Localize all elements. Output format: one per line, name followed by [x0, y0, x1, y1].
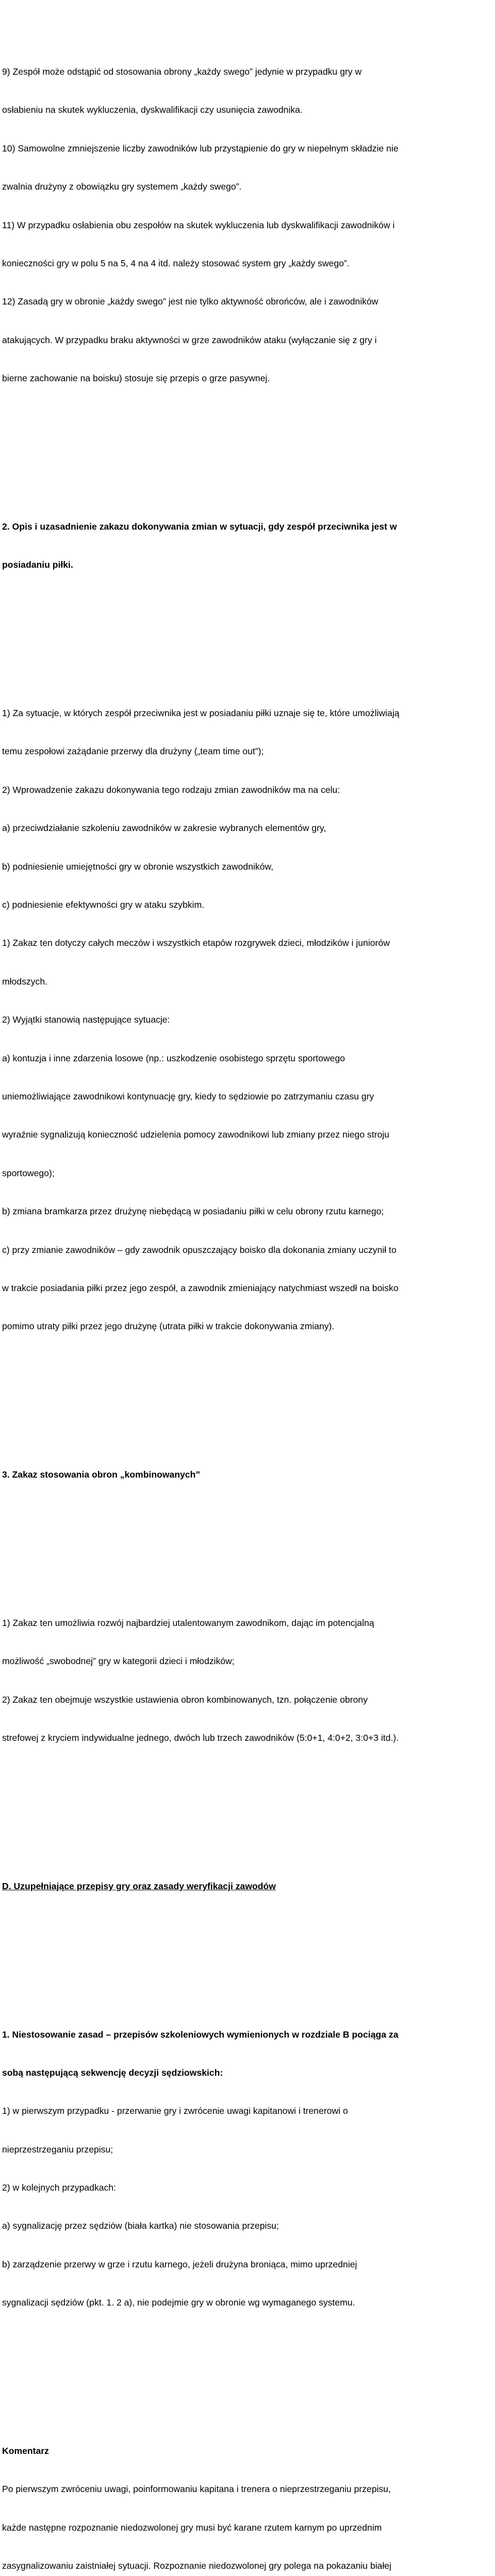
text-line: a) sygnalizację przez sędziów (biała kartka) nie stosowania przepisu;: [2, 2221, 279, 2231]
text-line: 10) Samowolne zmniejszenie liczby zawodników lub przystąpienie do gry w niepełnym składzie nie: [2, 143, 399, 154]
text-line: c) przy zmianie zawodników – gdy zawodnik opuszczający boisko dla dokonania zmiany uczynił to: [2, 1244, 397, 1255]
commentary-title: Komentarz: [2, 2446, 49, 2456]
text-line: temu zespołowi zażądanie przerwy dla drużyny („team time out”);: [2, 746, 264, 757]
text-line: Po pierwszym zwróceniu uwagi, poinformowaniu kapitana i trenera o nieprzestrzeganiu przepisu,: [2, 2484, 391, 2495]
section-heading-3: [2, 1443, 493, 1506]
text-line: w trakcie posiadania piłki przez jego zespół, a zawodnik zmieniający natychmiast wszedł na boisko: [2, 1282, 399, 1293]
text-line: każde następne rozpoznanie niedozwolonej gry musi być karane rzutem karnym po uprzednim: [2, 2522, 382, 2533]
section-3-body: [2, 1591, 493, 1770]
text-line: a) przeciwdziałanie szkoleniu zawodników w zakresie wybranych elementów gry,: [2, 823, 326, 834]
text-line: zasygnalizowaniu zaistniałej sytuacji. Rozpoznanie niedozwolonej gry polega na pokazaniu białej: [2, 2561, 392, 2571]
text-line: sportowego);: [2, 1167, 55, 1178]
text-line: konieczności gry w polu 5 na 5, 4 na 4 itd. należy stosować system gry „każdy swego”.: [2, 258, 350, 268]
text-line: 2) Wyjątki stanowią następujące sytuacje:: [2, 1014, 170, 1025]
text-line: pomimo utraty piłki przez jego drużynę (utrata piłki w trakcie dokonywania zmiany).: [2, 1321, 335, 1332]
text-line: młodszych.: [2, 976, 47, 987]
text-line: 1) Zakaz ten umożliwia rozwój najbardziej utalentowanym zawodnikom, dając im potencjalną: [2, 1617, 374, 1628]
text-line: możliwość „swobodnej” gry w kategorii dzieci i młodzików;: [2, 1656, 235, 1667]
text-line: atakujących. W przypadku braku aktywności w grze zawodników ataku (wyłączanie się z gry i: [2, 334, 377, 345]
heading-line: posiadaniu piłki.: [2, 560, 73, 570]
text-line: uniemożliwiające zawodnikowi kontynuację gry, kiedy to sędziowie po zatrzymaniu czasu gry: [2, 1091, 374, 1101]
text-line: 12) Zasadą gry w obronie „każdy swego” jest nie tylko aktywność obrońców, ale i zawodników: [2, 296, 378, 307]
text-line: c) podniesienie efektywności gry w ataku szybkim.: [2, 899, 205, 910]
text-line: strefowej z kryciem indywidualne jednego, dwóch lub trzech zawodników (5:0+1, 4:0+2, 3:0+3 itd.).: [2, 1732, 399, 1743]
text-line: b) podniesienie umiejętności gry w obronie wszystkich zawodników,: [2, 861, 274, 872]
rule-1-sequence: [2, 2003, 493, 2335]
text-line: a) kontuzja i inne zdarzenia losowe (np.: uszkodzenie osobistego sprzętu sportowego: [2, 1053, 345, 1063]
text-line: 1) w pierwszym przypadku - przerwanie gry i zwrócenie uwagi kapitanowi i trenerowi o: [2, 2106, 348, 2116]
text-line: b) zarządzenie przerwy w grze i rzutu karnego, jeżeli drużyna broniąca, mimo uprzedniej: [2, 2259, 357, 2269]
text-line: zwalnia drużyny z obowiązku gry systemem „każdy swego”.: [2, 181, 242, 192]
section-2-body: [2, 681, 493, 1358]
text-line: sygnalizacji sędziów (pkt. 1. 2 a), nie podejmie gry w obronie wg wymaganego systemu.: [2, 2297, 355, 2308]
rules-list-9-12: [2, 40, 493, 410]
heading-line: 3. Zakaz stosowania obron „kombinowanych”: [2, 1469, 201, 1480]
text-line: nieprzestrzeganiu przepisu;: [2, 2144, 113, 2155]
heading-line: 2. Opis i uzasadnienie zakazu dokonywania zmian w sytuacji, gdy zespół przeciwnika jest w: [2, 521, 397, 532]
text-line: 2) w kolejnych przypadkach:: [2, 2182, 117, 2193]
text-line: 11) W przypadku osłabienia obu zespołów na skutek wykluczenia lub dyskwalifikacji zawodników i: [2, 219, 395, 230]
text-line: 1) Za sytuacje, w których zespół przeciwnika jest w posiadaniu piłki uznaje się te, które umożliwiają: [2, 708, 400, 719]
text-line: 2) Zakaz ten obejmuje wszystkie ustawienia obron kombinowanych, tzn. połączenie obrony: [2, 1694, 368, 1705]
text-line: 9) Zespół może odstąpić od stosowania obrony „każdy swego” jedynie w przypadku gry w: [2, 66, 362, 77]
commentary: [2, 2419, 493, 2576]
chapter-heading-d: [2, 1854, 493, 1918]
section-heading-2: [2, 495, 493, 597]
heading-line: 1. Niestosowanie zasad – przepisów szkoleniowych wymienionych w rozdziale B pociąga za: [2, 2029, 399, 2040]
text-line: bierne zachowanie na boisku) stosuje się przepis o grze pasywnej.: [2, 373, 270, 384]
chapter-title: D. Uzupełniające przepisy gry oraz zasady weryfikacji zawodów: [2, 1880, 276, 1891]
heading-line: sobą następującą sekwencję decyzji sędziowskich:: [2, 2067, 223, 2078]
text-line: 2) Wprowadzenie zakazu dokonywania tego rodzaju zmian zawodników ma na celu:: [2, 784, 340, 795]
text-line: osłabieniu na skutek wykluczenia, dyskwalifikacji czy usunięcia zawodnika.: [2, 105, 303, 115]
text-line: b) zmiana bramkarza przez drużynę niebędącą w posiadaniu piłki w celu obrony rzutu karnego;: [2, 1206, 384, 1217]
text-line: 1) Zakaz ten dotyczy całych meczów i wszystkich etapów rozgrywek dzieci, młodzików i juniorów: [2, 938, 390, 948]
text-line: wyraźnie sygnalizują konieczność udzielenia pomocy zawodnikowi lub zmiany przez niego stroju: [2, 1129, 390, 1140]
